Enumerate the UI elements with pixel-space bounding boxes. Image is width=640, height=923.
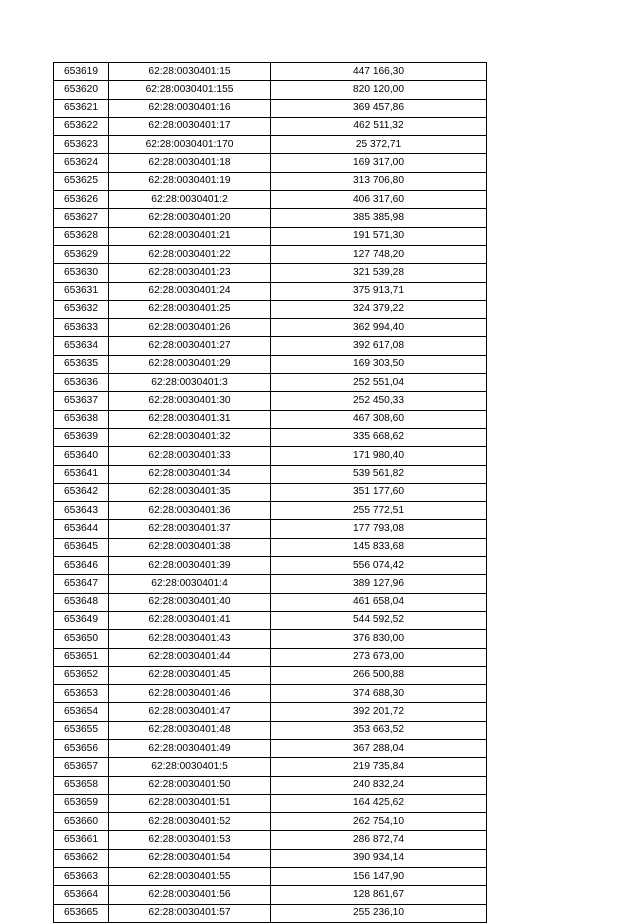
cadastral-number-cell: 62:28:0030401:21 [109,227,271,245]
row-number-cell: 653660 [54,813,109,831]
table-row [54,300,487,318]
cadastral-number-cell: 62:28:0030401:40 [109,593,271,611]
value-cell: 385 385,98 [271,209,487,227]
value-cell: 556 074,42 [271,557,487,575]
table-row [54,154,487,172]
row-number-cell: 653624 [54,154,109,172]
row-number-cell: 653638 [54,410,109,428]
table-row [54,758,487,776]
table-row [54,245,487,263]
cadastral-number-cell: 62:28:0030401:5 [109,758,271,776]
table-row [54,721,487,739]
row-number-cell: 653633 [54,319,109,337]
value-cell: 389 127,96 [271,575,487,593]
value-cell: 177 793,08 [271,520,487,538]
row-number-cell: 653655 [54,721,109,739]
table-row [54,465,487,483]
value-cell: 255 236,10 [271,904,487,922]
table-row [54,666,487,684]
cadastral-number-cell: 62:28:0030401:23 [109,264,271,282]
value-cell: 313 706,80 [271,172,487,190]
table-row [54,703,487,721]
cadastral-number-cell: 62:28:0030401:52 [109,813,271,831]
row-number-cell: 653625 [54,172,109,190]
value-cell: 392 201,72 [271,703,487,721]
row-number-cell: 653630 [54,264,109,282]
cadastral-number-cell: 62:28:0030401:16 [109,99,271,117]
table-row [54,319,487,337]
value-cell: 321 539,28 [271,264,487,282]
table-row [54,685,487,703]
row-number-cell: 653649 [54,611,109,629]
cadastral-number-cell: 62:28:0030401:3 [109,374,271,392]
value-cell: 171 980,40 [271,447,487,465]
table-row [54,794,487,812]
row-number-cell: 653637 [54,392,109,410]
cadastral-number-cell: 62:28:0030401:20 [109,209,271,227]
value-cell: 539 561,82 [271,465,487,483]
cadastral-number-cell: 62:28:0030401:39 [109,557,271,575]
row-number-cell: 653639 [54,428,109,446]
value-cell: 262 754,10 [271,813,487,831]
cadastral-number-cell: 62:28:0030401:17 [109,117,271,135]
row-number-cell: 653658 [54,776,109,794]
row-number-cell: 653619 [54,63,109,81]
table-row [54,630,487,648]
value-cell: 128 861,67 [271,886,487,904]
value-cell: 240 832,24 [271,776,487,794]
cadastral-number-cell: 62:28:0030401:50 [109,776,271,794]
cadastral-number-cell: 62:28:0030401:26 [109,319,271,337]
cadastral-number-cell: 62:28:0030401:43 [109,630,271,648]
cadastral-number-cell: 62:28:0030401:25 [109,300,271,318]
table-row [54,611,487,629]
cadastral-number-cell: 62:28:0030401:38 [109,538,271,556]
value-cell: 169 303,50 [271,355,487,373]
value-cell: 447 166,30 [271,63,487,81]
table-row [54,355,487,373]
cadastral-number-cell: 62:28:0030401:44 [109,648,271,666]
value-cell: 145 833,68 [271,538,487,556]
row-number-cell: 653652 [54,666,109,684]
cadastral-number-cell: 62:28:0030401:35 [109,483,271,501]
row-number-cell: 653631 [54,282,109,300]
row-number-cell: 653641 [54,465,109,483]
table-row [54,868,487,886]
table-row [54,99,487,117]
value-cell: 461 658,04 [271,593,487,611]
table-row [54,776,487,794]
value-cell: 252 450,33 [271,392,487,410]
row-number-cell: 653646 [54,557,109,575]
row-number-cell: 653644 [54,520,109,538]
value-cell: 252 551,04 [271,374,487,392]
table-row [54,282,487,300]
value-cell: 266 500,88 [271,666,487,684]
value-cell: 169 317,00 [271,154,487,172]
cadastral-number-cell: 62:28:0030401:54 [109,849,271,867]
cadastral-number-cell: 62:28:0030401:53 [109,831,271,849]
table-row [54,227,487,245]
table-row [54,447,487,465]
row-number-cell: 653657 [54,758,109,776]
table-row [54,117,487,135]
cadastral-number-cell: 62:28:0030401:170 [109,136,271,154]
row-number-cell: 653648 [54,593,109,611]
value-cell: 375 913,71 [271,282,487,300]
cadastral-number-cell: 62:28:0030401:30 [109,392,271,410]
cadastral-number-cell: 62:28:0030401:51 [109,794,271,812]
value-cell: 324 379,22 [271,300,487,318]
row-number-cell: 653647 [54,575,109,593]
table-row [54,172,487,190]
cadastral-number-cell: 62:28:0030401:19 [109,172,271,190]
row-number-cell: 653626 [54,191,109,209]
table-row [54,648,487,666]
row-number-cell: 653659 [54,794,109,812]
row-number-cell: 653636 [54,374,109,392]
cadastral-number-cell: 62:28:0030401:4 [109,575,271,593]
value-cell: 406 317,60 [271,191,487,209]
value-cell: 255 772,51 [271,502,487,520]
table-row [54,831,487,849]
table-row [54,538,487,556]
cadastral-number-cell: 62:28:0030401:41 [109,611,271,629]
value-cell: 544 592,52 [271,611,487,629]
table-row [54,136,487,154]
table-row [54,557,487,575]
value-cell: 390 934,14 [271,849,487,867]
table-row [54,849,487,867]
value-cell: 392 617,08 [271,337,487,355]
cadastral-number-cell: 62:28:0030401:29 [109,355,271,373]
row-number-cell: 653622 [54,117,109,135]
value-cell: 219 735,84 [271,758,487,776]
table-row [54,904,487,922]
row-number-cell: 653645 [54,538,109,556]
table-row [54,575,487,593]
row-number-cell: 653653 [54,685,109,703]
table-body [54,63,487,923]
cadastral-number-cell: 62:28:0030401:45 [109,666,271,684]
row-number-cell: 653661 [54,831,109,849]
cadastral-number-cell: 62:28:0030401:47 [109,703,271,721]
cadastral-number-cell: 62:28:0030401:49 [109,739,271,757]
value-cell: 820 120,00 [271,81,487,99]
row-number-cell: 653642 [54,483,109,501]
value-cell: 127 748,20 [271,245,487,263]
table-row [54,813,487,831]
table-row [54,520,487,538]
value-cell: 376 830,00 [271,630,487,648]
cadastral-number-cell: 62:28:0030401:36 [109,502,271,520]
row-number-cell: 653663 [54,868,109,886]
cadastral-number-cell: 62:28:0030401:34 [109,465,271,483]
cadastral-number-cell: 62:28:0030401:37 [109,520,271,538]
value-cell: 335 668,62 [271,428,487,446]
table-row [54,739,487,757]
row-number-cell: 653656 [54,739,109,757]
table-row [54,392,487,410]
value-cell: 353 663,52 [271,721,487,739]
row-number-cell: 653650 [54,630,109,648]
value-cell: 164 425,62 [271,794,487,812]
value-cell: 374 688,30 [271,685,487,703]
table-row [54,209,487,227]
row-number-cell: 653627 [54,209,109,227]
table-row [54,374,487,392]
row-number-cell: 653621 [54,99,109,117]
table-row [54,483,487,501]
value-cell: 351 177,60 [271,483,487,501]
value-cell: 362 994,40 [271,319,487,337]
value-cell: 286 872,74 [271,831,487,849]
table-row [54,410,487,428]
value-cell: 462 511,32 [271,117,487,135]
cadastral-number-cell: 62:28:0030401:55 [109,868,271,886]
cadastral-number-cell: 62:28:0030401:57 [109,904,271,922]
value-cell: 25 372,71 [271,136,487,154]
row-number-cell: 653620 [54,81,109,99]
row-number-cell: 653643 [54,502,109,520]
row-number-cell: 653628 [54,227,109,245]
cadastral-number-cell: 62:28:0030401:31 [109,410,271,428]
value-cell: 156 147,90 [271,868,487,886]
row-number-cell: 653640 [54,447,109,465]
table-row [54,264,487,282]
cadastral-number-cell: 62:28:0030401:46 [109,685,271,703]
value-cell: 467 308,60 [271,410,487,428]
cadastral-number-cell: 62:28:0030401:18 [109,154,271,172]
table-row [54,502,487,520]
table-row [54,886,487,904]
row-number-cell: 653662 [54,849,109,867]
cadastral-number-cell: 62:28:0030401:2 [109,191,271,209]
cadastral-number-cell: 62:28:0030401:48 [109,721,271,739]
value-cell: 273 673,00 [271,648,487,666]
cadastral-number-cell: 62:28:0030401:33 [109,447,271,465]
data-table [53,62,487,923]
row-number-cell: 653632 [54,300,109,318]
table-row [54,593,487,611]
row-number-cell: 653634 [54,337,109,355]
value-cell: 367 288,04 [271,739,487,757]
table-row [54,337,487,355]
cadastral-number-cell: 62:28:0030401:24 [109,282,271,300]
cadastral-number-cell: 62:28:0030401:32 [109,428,271,446]
row-number-cell: 653629 [54,245,109,263]
cadastral-number-cell: 62:28:0030401:155 [109,81,271,99]
row-number-cell: 653665 [54,904,109,922]
value-cell: 191 571,30 [271,227,487,245]
row-number-cell: 653654 [54,703,109,721]
cadastral-number-cell: 62:28:0030401:15 [109,63,271,81]
table-row [54,63,487,81]
table-row [54,191,487,209]
table-row [54,428,487,446]
cadastral-number-cell: 62:28:0030401:27 [109,337,271,355]
row-number-cell: 653664 [54,886,109,904]
row-number-cell: 653623 [54,136,109,154]
value-cell: 369 457,86 [271,99,487,117]
row-number-cell: 653651 [54,648,109,666]
cadastral-number-cell: 62:28:0030401:22 [109,245,271,263]
table-row [54,81,487,99]
row-number-cell: 653635 [54,355,109,373]
cadastral-number-cell: 62:28:0030401:56 [109,886,271,904]
